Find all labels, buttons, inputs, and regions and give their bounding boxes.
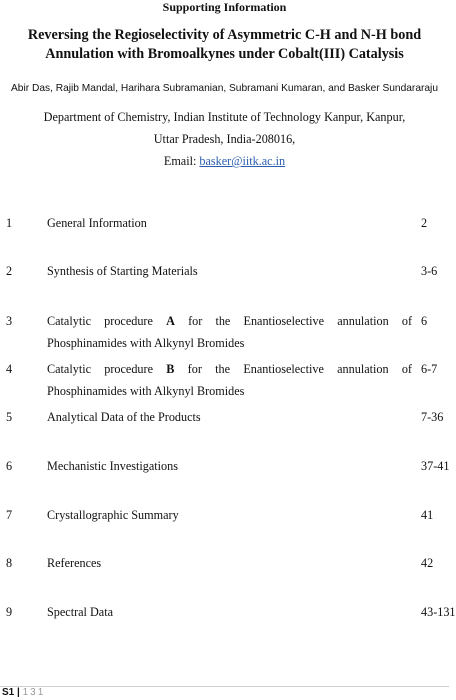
- paper-title-line-1: Reversing the Regioselectivity of Asymmetric C-H and N-H bond: [27, 27, 422, 43]
- toc-title-text: for the Enantioselective annulation of Phosphinamides with Alkynyl Bromides: [47, 314, 412, 350]
- toc-title: [47, 358, 412, 402]
- page-separator: |: [17, 687, 20, 698]
- toc-page: 42: [421, 556, 434, 570]
- toc-number: 6: [6, 459, 13, 473]
- toc-page: 2: [421, 216, 428, 230]
- toc-title-text: Catalytic procedure: [47, 314, 167, 328]
- page-number: [2, 687, 45, 698]
- author-list: Abir Das, Rajib Mandal, Harihara Subramanian, Subramani Kumaran, and Basker Sundararaju: [11, 83, 438, 94]
- toc-page: 41: [421, 508, 434, 522]
- toc-page: 6-7: [421, 362, 438, 376]
- current-page: S1: [2, 687, 15, 698]
- toc-number: 8: [6, 556, 13, 570]
- toc-title-text: Catalytic procedure: [47, 362, 167, 376]
- supporting-info-label: Supporting Information: [162, 0, 287, 14]
- toc-title: Analytical Data of the Products: [47, 410, 201, 424]
- toc-title: Spectral Data: [47, 605, 113, 619]
- procedure-letter: B: [166, 362, 175, 376]
- footer-divider: [0, 686, 449, 687]
- toc-title: [47, 310, 412, 354]
- toc-page: 43-131: [421, 605, 456, 619]
- toc-number: 2: [6, 264, 13, 278]
- toc-title: Synthesis of Starting Materials: [47, 264, 198, 278]
- email-label: Email:: [163, 154, 200, 168]
- toc-title-text: for the Enantioselective annulation of Phosphinamides with Alkynyl Bromides: [47, 362, 412, 398]
- email-link[interactable]: basker@iitk.ac.in: [199, 154, 286, 168]
- toc-title: General Information: [47, 216, 147, 230]
- affiliation-line-2: Uttar Pradesh, India-208016,: [153, 132, 296, 146]
- toc-number: 7: [6, 508, 13, 522]
- toc-page: 6: [421, 314, 428, 328]
- page-footer: [0, 686, 449, 700]
- toc-page: 3-6: [421, 264, 438, 278]
- toc-title: References: [47, 556, 102, 570]
- toc-number: 3: [6, 314, 13, 328]
- toc-page: 7-36: [421, 410, 444, 424]
- paper-title-line-2: Annulation with Bromoalkynes under Cobalt(III) Catalysis: [45, 46, 404, 62]
- toc-number: 9: [6, 605, 13, 619]
- toc-title: Mechanistic Investigations: [47, 459, 178, 473]
- affiliation-line-1: Department of Chemistry, Indian Institute of Technology Kanpur, Kanpur,: [43, 110, 406, 124]
- toc-number: 5: [6, 410, 13, 424]
- toc-page: 37-41: [421, 459, 450, 473]
- toc-number: 1: [6, 216, 13, 230]
- toc-title: Crystallographic Summary: [47, 508, 179, 522]
- procedure-letter: A: [166, 314, 175, 328]
- total-pages: 131: [22, 687, 46, 698]
- toc-number: 4: [6, 362, 13, 376]
